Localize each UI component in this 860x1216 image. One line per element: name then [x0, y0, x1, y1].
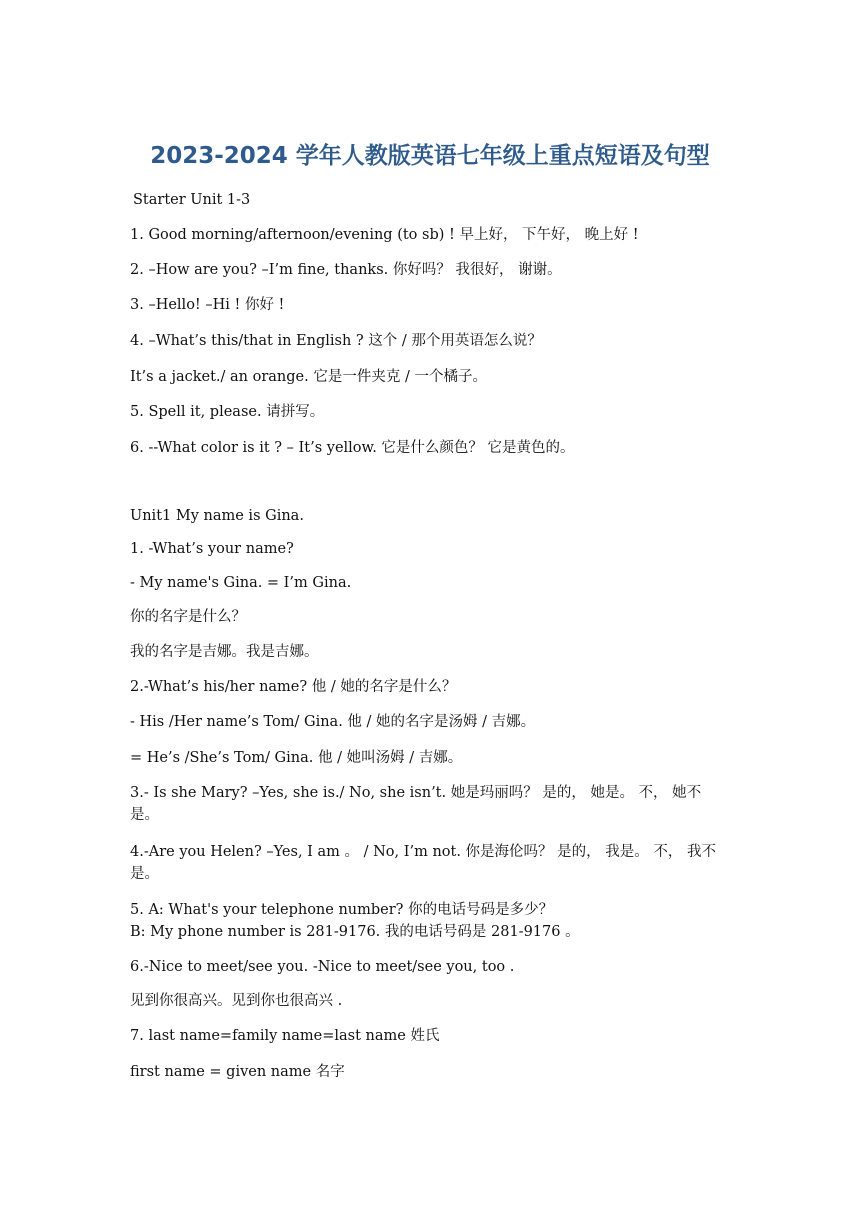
document-title: 2023-2024 学年人教版英语七年级上重点短语及句型: [150, 143, 710, 169]
unit1-line: - His /Her name’s Tom/ Gina. 他 / 她的名字是汤姆 / 吉娜。: [130, 714, 536, 730]
section-heading-starter: Starter Unit 1-3: [133, 192, 251, 208]
unit1-line: - My name's Gina. = I’m Gina.: [130, 575, 352, 591]
unit1-line: 你的名字是什么？: [130, 609, 246, 625]
section-heading-unit1: Unit1 My name is Gina.: [130, 508, 304, 524]
starter-line: 1. Good morning/afternoon/evening (to sb) ! 早上好， 下午好， 晚上好 !: [130, 227, 639, 243]
unit1-line: 4.-Are you Helen? –Yes, I am 。 / No, I’m not. 你是海伦吗？ 是的， 我是。 不， 我不是。: [130, 844, 716, 882]
unit1-line: = He’s /She’s Tom/ Gina. 他 / 她叫汤姆 / 吉娜。: [130, 750, 463, 766]
unit1-line: 6.-Nice to meet/see you. -Nice to meet/see you, too .: [130, 959, 515, 975]
starter-line: 6. --What color is it ? – It’s yellow. 它是什么颜色？ 它是黄色的。: [130, 440, 575, 456]
starter-line: 3. –Hello! –Hi ! 你好 !: [130, 297, 285, 313]
unit1-line: 见到你很高兴。见到你也很高兴 .: [130, 993, 343, 1009]
unit1-line: B: My phone number is 281-9176. 我的电话号码是 281-9176 。: [130, 924, 580, 940]
starter-line: It’s a jacket./ an orange. 它是一件夹克 / 一个橘子。: [130, 369, 487, 385]
starter-line: 5. Spell it, please. 请拼写。: [130, 404, 325, 420]
unit1-line: 5. A: What's your telephone number? 你的电话号码是多少？: [130, 902, 554, 918]
starter-line: 4. –What’s this/that in English ? 这个 / 那个用英语怎么说？: [130, 333, 542, 349]
unit1-line: 2.-What’s his/her name? 他 / 她的名字是什么？: [130, 679, 457, 695]
unit1-line: 3.- Is she Mary? –Yes, she is./ No, she isn’t. 她是玛丽吗？ 是的， 她是。 不， 她不是。: [130, 785, 702, 823]
unit1-line: 我的名字是吉娜。我是吉娜。: [130, 644, 319, 660]
unit1-line: first name = given name 名字: [130, 1064, 345, 1080]
unit1-line: 1. -What’s your name?: [130, 541, 294, 557]
unit1-line: 7. last name=family name=last name 姓氏: [130, 1028, 440, 1044]
starter-line: 2. –How are you? –I’m fine, thanks. 你好吗？ 我很好， 谢谢。: [130, 262, 562, 278]
